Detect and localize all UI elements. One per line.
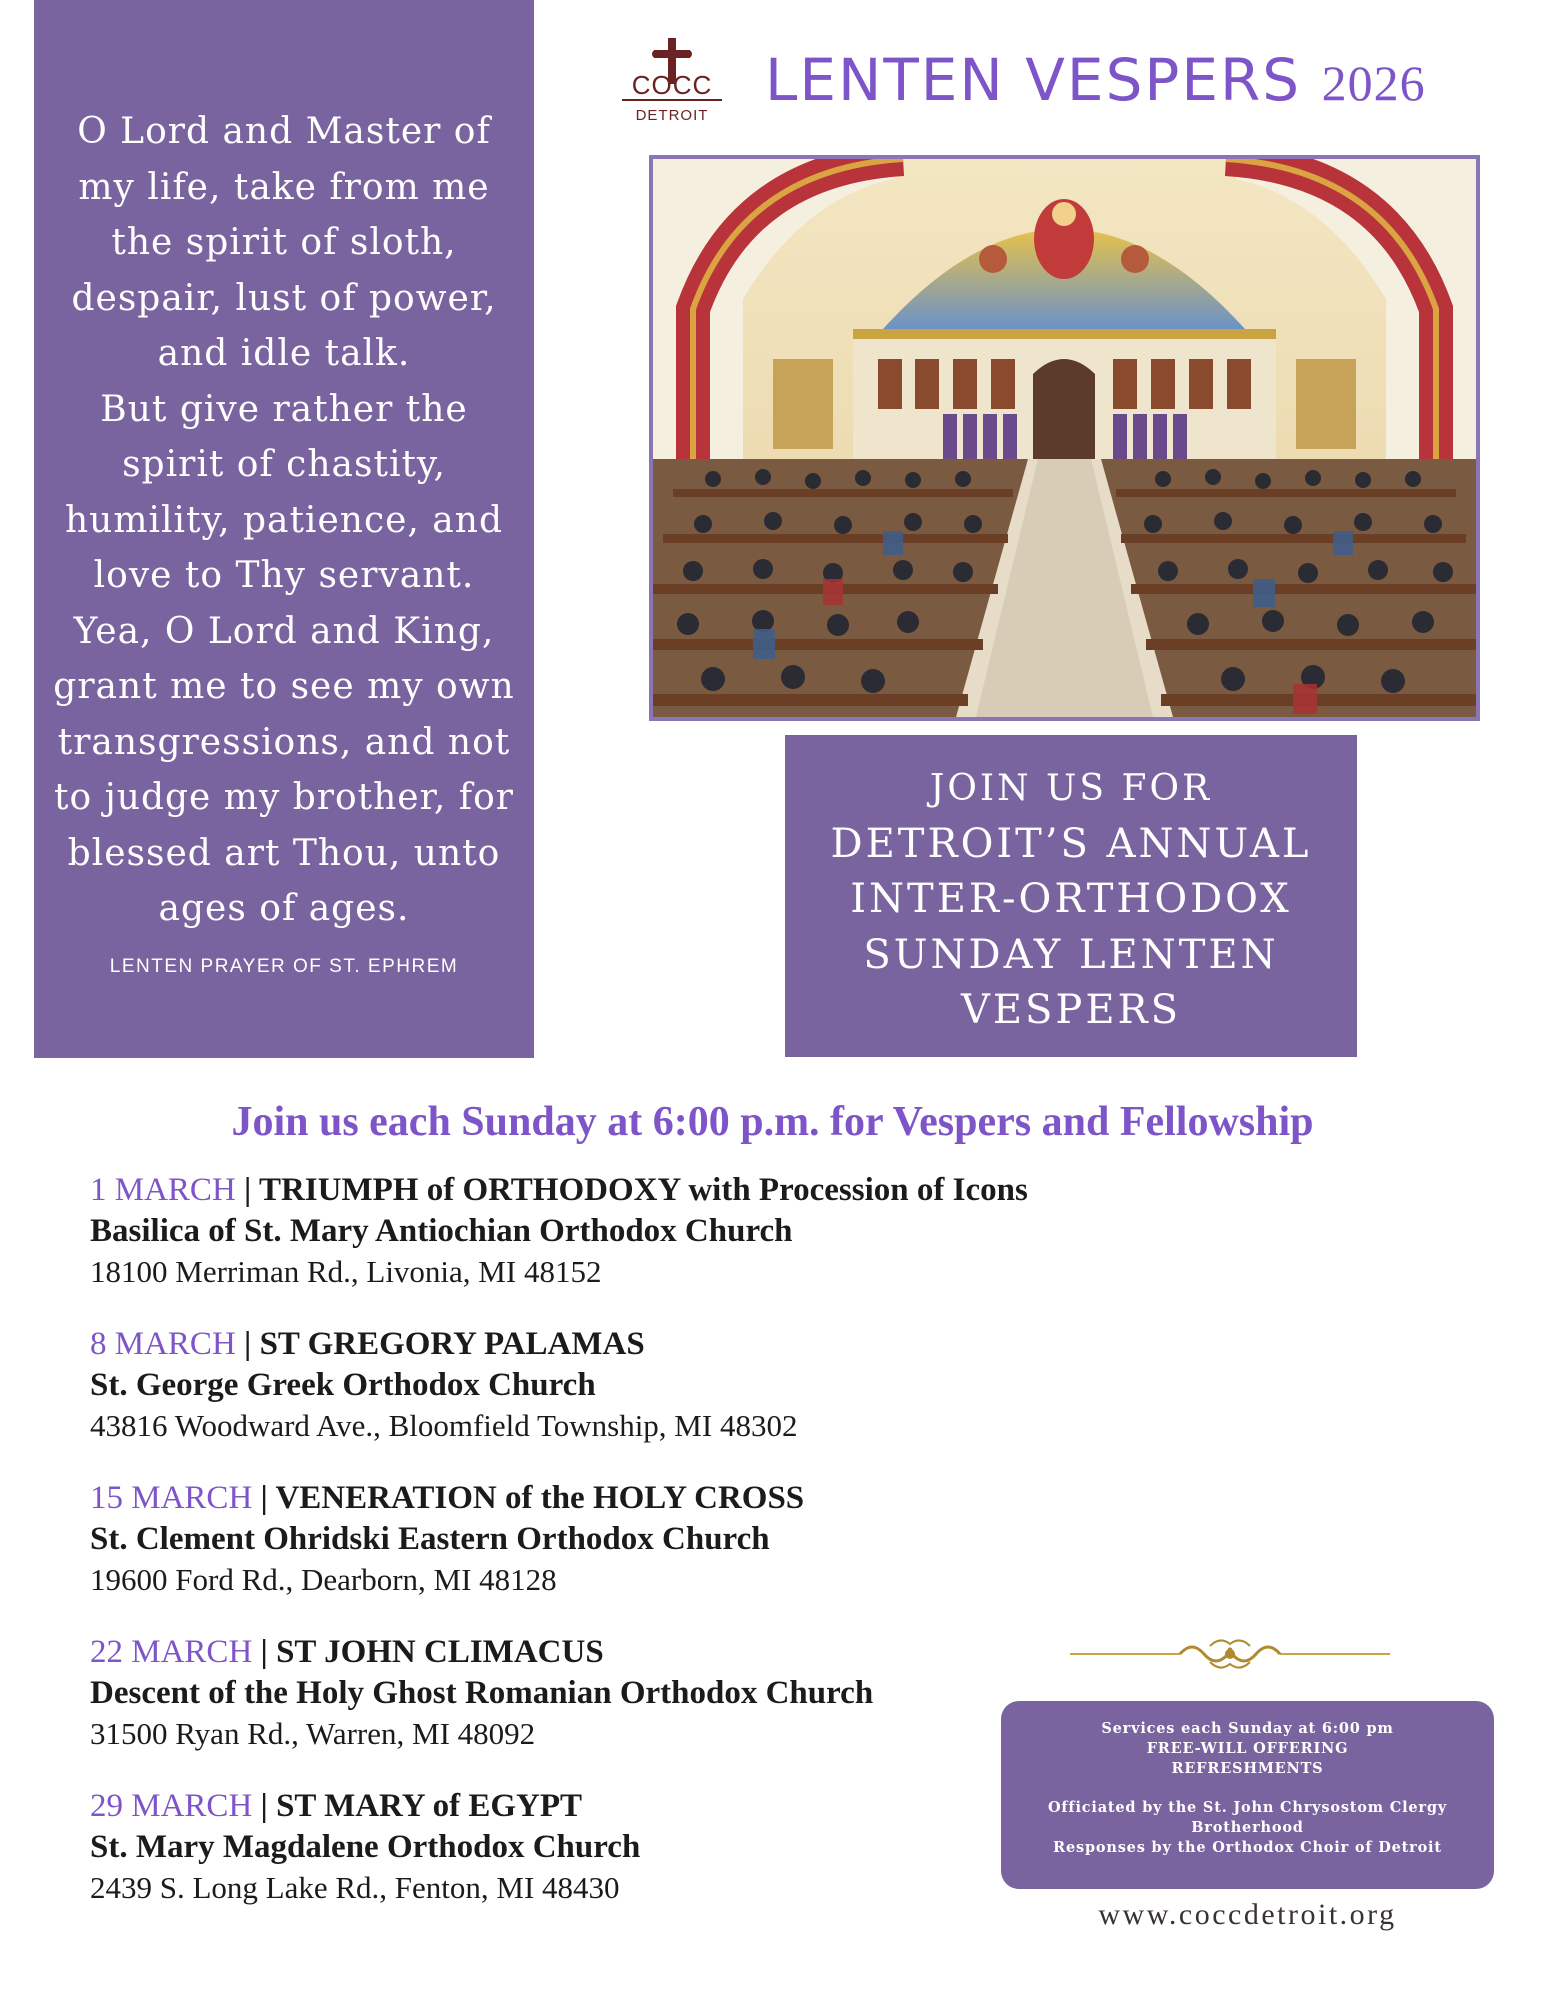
event-date: 15 MARCH [90, 1480, 253, 1516]
event-date: 1 MARCH [90, 1172, 236, 1208]
event-separator: | [260, 1788, 268, 1824]
event-church: Descent of the Holy Ghost Romanian Orthodox Church [90, 1675, 874, 1711]
event-address: 43816 Woodward Ave., Bloomfield Township, MI 48302 [90, 1408, 798, 1443]
prayer-caption: LENTEN PRAYER OF ST. EPHREM [109, 956, 459, 977]
join-line: JOIN US FOR [929, 768, 1213, 809]
event-theme: ST JOHN CLIMACUS [276, 1634, 604, 1670]
info-line: Responses by the Orthodox Choir of Detroit [1053, 1839, 1442, 1856]
schedule-event [90, 1170, 1028, 1292]
schedule-event [90, 1324, 990, 1446]
cocc-detroit-logo [618, 38, 726, 130]
event-address: 19600 Ford Rd., Dearborn, MI 48128 [90, 1562, 557, 1597]
schedule-event [90, 1786, 990, 1908]
flourish-ornament-icon [1070, 1632, 1390, 1676]
event-theme: TRIUMPH of ORTHODOXY with Procession of Icons [258, 1172, 1028, 1208]
event-separator: | [260, 1480, 268, 1516]
join-line: INTER-ORTHODOX [850, 876, 1292, 922]
prayer-panel [34, 0, 534, 1058]
event-address: 2439 S. Long Lake Rd., Fenton, MI 48430 [90, 1870, 620, 1905]
join-us-box [785, 735, 1357, 1057]
info-line: Brotherhood [1191, 1819, 1304, 1836]
event-date: 29 MARCH [90, 1788, 253, 1824]
event-date: 8 MARCH [90, 1326, 236, 1362]
info-line: Officiated by the St. John Chrysostom Clergy [1047, 1799, 1448, 1816]
website-link[interactable]: www.coccdetroit.org [1098, 1898, 1397, 1931]
info-line: Services each Sunday at 6:00 pm [1101, 1720, 1394, 1737]
event-separator: | [244, 1172, 252, 1208]
join-line: DETROIT’S ANNUAL [830, 820, 1312, 867]
service-info-box [1001, 1701, 1494, 1889]
vespers-schedule [90, 1170, 1028, 1940]
join-line: VESPERS [960, 987, 1182, 1033]
event-theme: ST MARY of EGYPT [276, 1788, 583, 1824]
schedule-subheading: Join us each Sunday at 6:00 p.m. for Vespers and Fellowship [231, 1099, 1314, 1145]
join-line: SUNDAY LENTEN [863, 931, 1279, 978]
title-year: 2026 [1321, 55, 1426, 111]
prayer-text: O Lord and Master of my life, take from me the spirit of sloth, despair, lust of power, and idle talk. But give rather the spirit of chastity, humility, patience, and love to Thy servant. Yea, O Lord and King, grant me to see my own transgressions, and not to judge my brother, for blessed art Thou, unto ages of ages. [53, 111, 515, 929]
page-title [765, 46, 1495, 126]
info-line: REFRESHMENTS [1171, 1760, 1324, 1777]
info-line: FREE-WILL OFFERING [1146, 1740, 1349, 1757]
svg-text:COCC: COCC [631, 70, 713, 100]
church-interior-photo [649, 155, 1480, 721]
event-church: Basilica of St. Mary Antiochian Orthodox Church [90, 1213, 793, 1249]
schedule-event [90, 1632, 990, 1754]
event-separator: | [260, 1634, 268, 1670]
event-address: 31500 Ryan Rd., Warren, MI 48092 [90, 1716, 536, 1751]
event-date: 22 MARCH [90, 1634, 253, 1670]
event-address: 18100 Merriman Rd., Livonia, MI 48152 [90, 1254, 602, 1289]
schedule-event [90, 1478, 990, 1600]
event-church: St. Clement Ohridski Eastern Orthodox Church [90, 1521, 770, 1557]
event-theme: VENERATION of the HOLY CROSS [275, 1480, 805, 1516]
title-main: LENTEN VESPERS [765, 46, 1302, 114]
event-theme: ST GREGORY PALAMAS [259, 1326, 645, 1362]
svg-text:DETROIT: DETROIT [635, 107, 709, 124]
event-church: St. George Greek Orthodox Church [90, 1367, 596, 1403]
event-church: St. Mary Magdalene Orthodox Church [90, 1829, 641, 1865]
event-separator: | [244, 1326, 252, 1362]
